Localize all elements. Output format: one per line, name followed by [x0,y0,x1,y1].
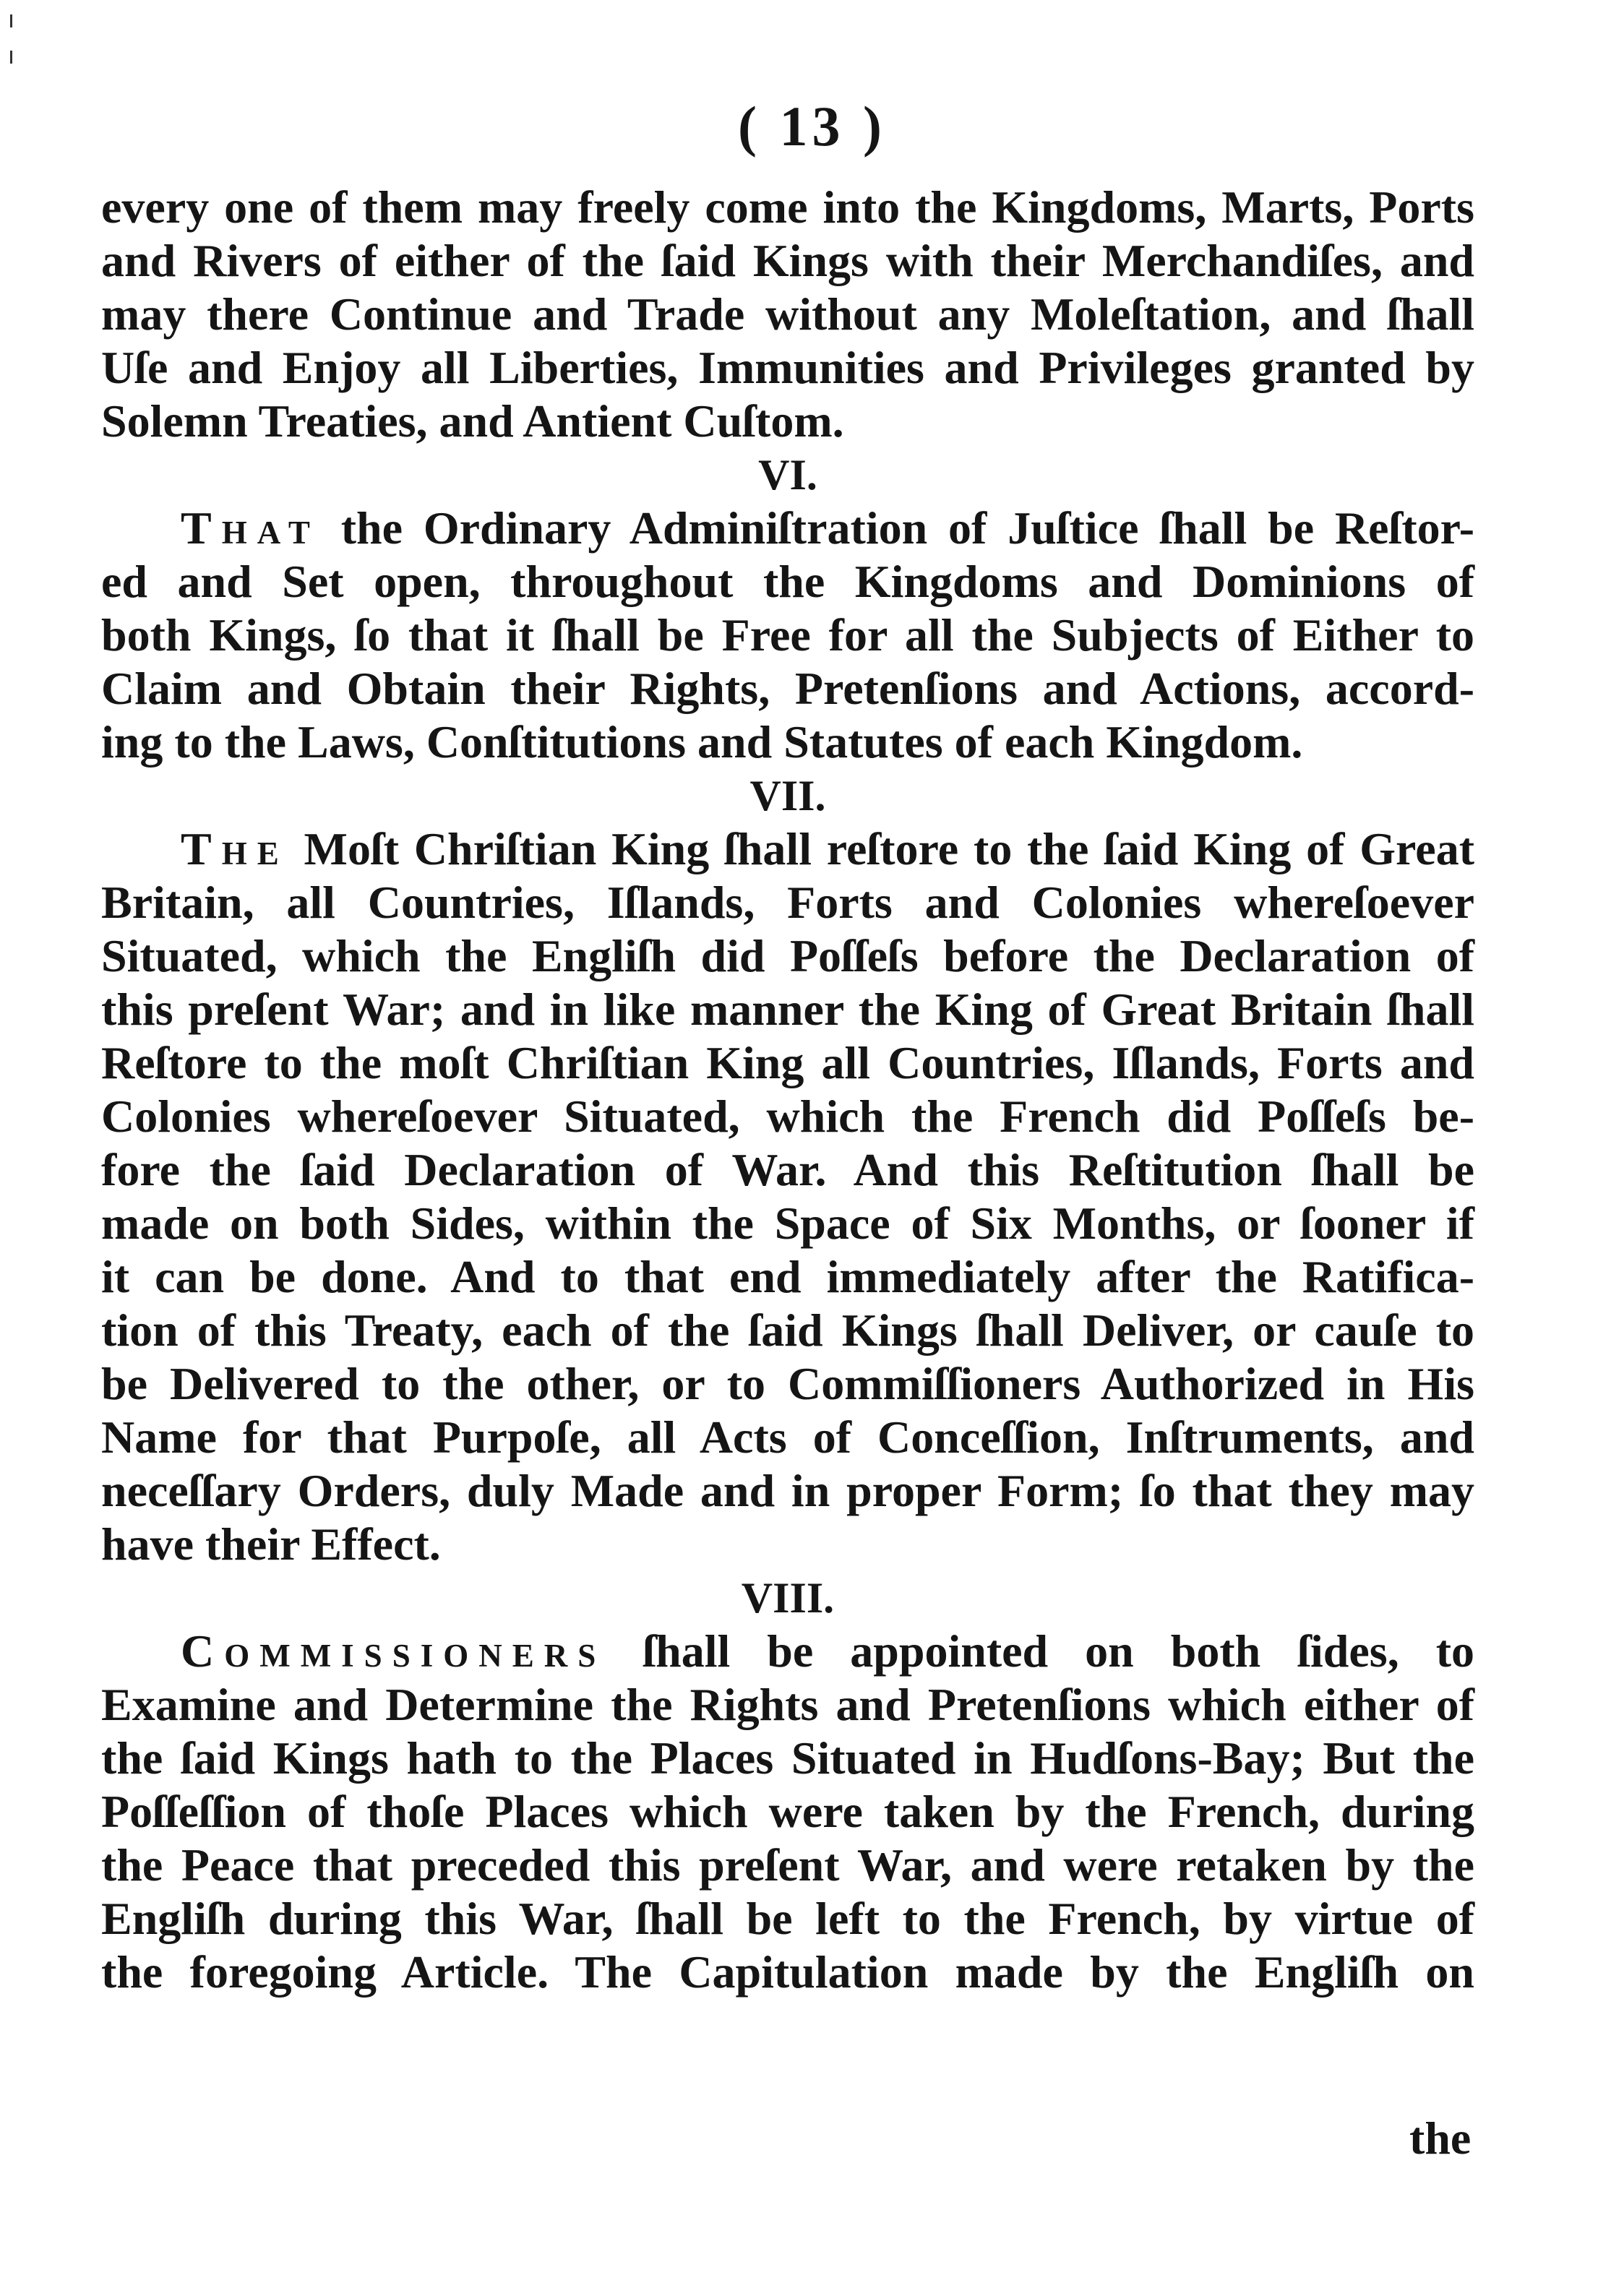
article-lead-word: Commissioners [181,1625,606,1677]
text-line: and Rivers of either of the ſaid Kings with their Merchandiſes, and [101,235,1474,286]
article-lead-word: The [181,823,289,874]
text-line: Situated, which the Engliſh did Poſſeſs before the Declaration of [101,930,1474,981]
text-line: have their Effect. [101,1518,441,1570]
text-line: Britain, all Countries, Iſlands, Forts and Colonies whereſoever [101,877,1474,928]
text-line: fore the ſaid Declaration of War. And this Reſtitution ſhall be [101,1144,1474,1195]
catchword: the [1409,2112,1472,2164]
text-line: the Peace that preceded this preſent War, and were retaken by the [101,1839,1474,1891]
article-heading: VI. [758,451,817,499]
text-line: ing to the Laws, Conſtitutions and Statutes of each Kingdom. [101,716,1303,768]
text-line: Poſſeſſion of thoſe Places which were taken by the French, during [101,1786,1474,1837]
text-line-content: the Ordinary Adminiſtration of Juſtice ſhall be Reſtor- [340,502,1475,554]
text-line [101,822,1474,876]
text-line: Reſtore to the moſt Chriſtian King all Countries, Iſlands, Forts and [101,1037,1474,1088]
text-line: Colonies whereſoever Situated, which the French did Poſſeſs be- [101,1091,1474,1142]
article-lead-word: That [181,502,320,554]
text-line-content: Moſt Chriſtian King ſhall reſtore to the ſaid King of Great [304,823,1475,874]
text-line: Examine and Determine the Rights and Pretenſions which either of [101,1679,1474,1730]
text-line: the foregoing Article. The Capitulation made by the Engliſh on [101,1946,1474,1998]
text-line [101,1625,1474,1678]
margin-mark [10,51,12,64]
article-heading: VIII. [741,1574,835,1622]
text-line: it can be done. And to that end immediately after the Ratifica- [101,1251,1474,1302]
text-line: Uſe and Enjoy all Liberties, Immunities and Privileges granted by [101,342,1474,393]
text-line: neceſſary Orders, duly Made and in proper Form; ſo that they may [101,1465,1474,1516]
text-line: Engliſh during this War, ſhall be left to the French, by virtue of [101,1893,1474,1944]
margin-mark [10,14,12,27]
text-line: Claim and Obtain their Rights, Pretenſions and Actions, accord- [101,663,1474,714]
text-line: every one of them may freely come into the Kingdoms, Marts, Ports [101,181,1474,233]
text-line: ed and Set open, throughout the Kingdoms and Dominions of [101,556,1474,607]
text-line: this preſent War; and in like manner the King of Great Britain ſhall [101,984,1474,1035]
text-line: the ſaid Kings hath to the Places Situated in Hudſons-Bay; But the [101,1732,1474,1784]
text-line: made on both Sides, within the Space of Six Months, or ſooner if [101,1198,1474,1249]
page-number: ( 13 ) [738,95,886,158]
text-line: tion of this Treaty, each of the ſaid Kings ſhall Deliver, or cauſe to [101,1304,1474,1356]
text-line: be Delivered to the other, or to Commiſſioners Authorized in His [101,1358,1474,1409]
text-line: may there Continue and Trade without any Moleſtation, and ſhall [101,288,1474,340]
text-line-content: ſhall be appointed on both ſides, to [643,1625,1475,1677]
text-line [101,502,1474,555]
article-heading: VII. [749,772,826,820]
text-line: both Kings, ſo that it ſhall be Free for all the Subjects of Either to [101,609,1474,661]
body-text [101,181,1474,1999]
text-line: Solemn Treaties, and Antient Cuſtom. [101,395,844,447]
text-line: Name for that Purpoſe, all Acts of Conceſſion, Inſtruments, and [101,1411,1474,1463]
